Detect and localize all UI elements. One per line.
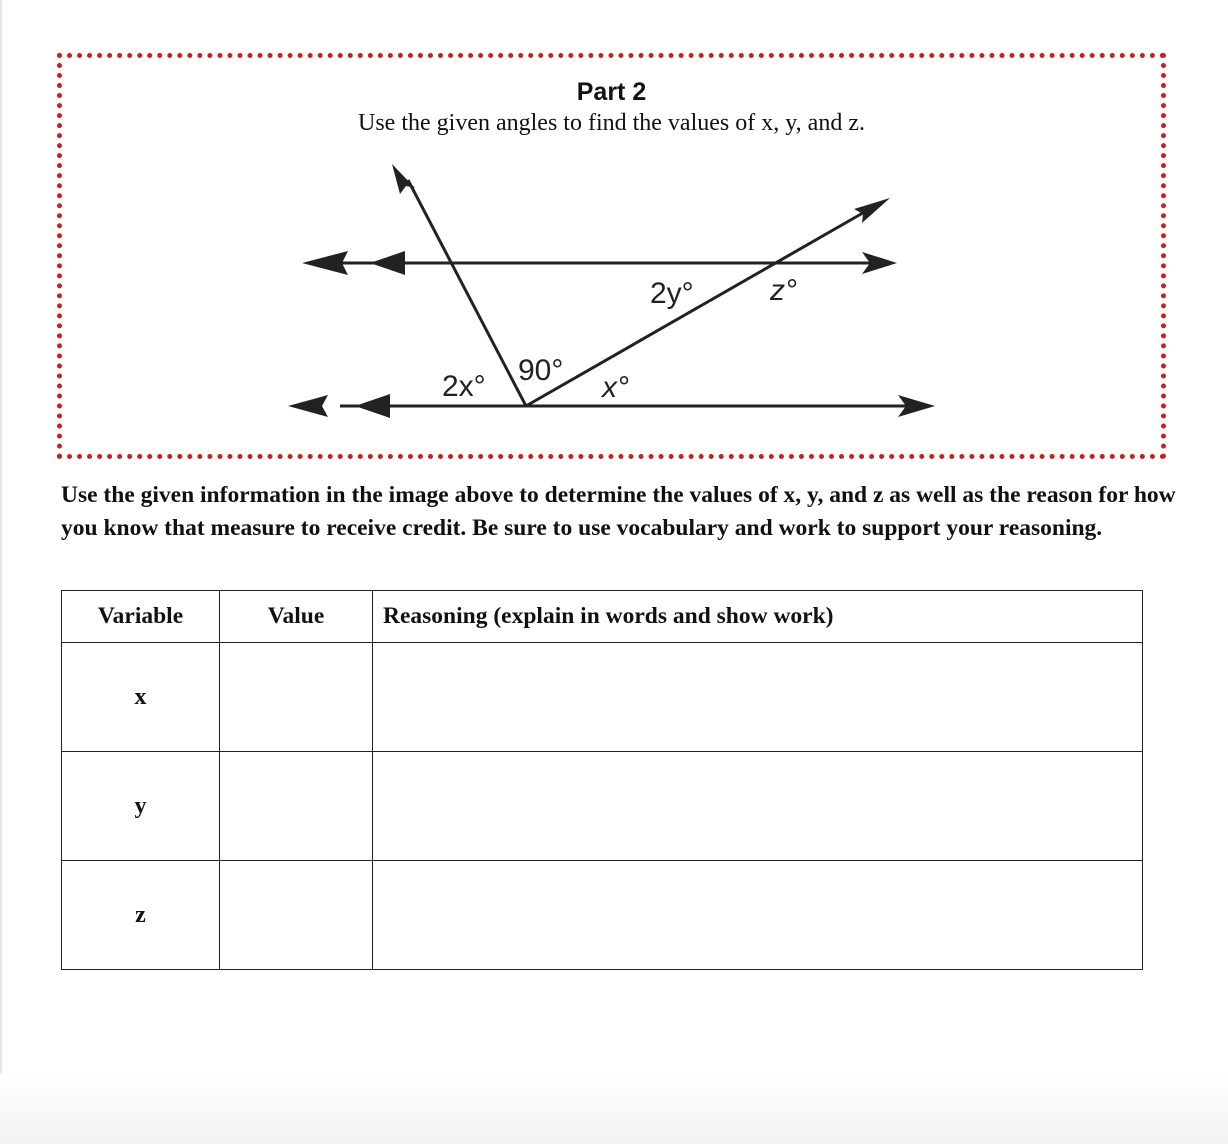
transversal-right-arrow — [854, 198, 890, 223]
page-bottom-shadow — [0, 1074, 1228, 1144]
variable-cell-z: z — [62, 861, 220, 970]
label-z: z° — [770, 274, 797, 307]
bottom-line-left-arrow-2 — [355, 394, 390, 418]
header-value: Value — [220, 591, 373, 643]
variable-cell-x: x — [62, 643, 220, 752]
header-reasoning: Reasoning (explain in words and show work) — [373, 591, 1143, 643]
value-cell-z[interactable] — [220, 861, 373, 970]
label-2x: 2x° — [442, 370, 486, 403]
parallel-lines-diagram — [280, 160, 960, 460]
value-cell-x[interactable] — [220, 643, 373, 752]
table-row — [62, 643, 1143, 752]
reasoning-cell-x[interactable] — [373, 643, 1143, 752]
reasoning-cell-y[interactable] — [373, 752, 1143, 861]
page-edge — [0, 0, 2, 1144]
label-2y: 2y° — [650, 277, 694, 310]
transversal-right — [526, 206, 875, 406]
part-title: Part 2 — [576, 78, 647, 106]
table-row — [62, 861, 1143, 970]
reasoning-cell-z[interactable] — [373, 861, 1143, 970]
variable-cell-y: y — [62, 752, 220, 861]
value-cell-y[interactable] — [220, 752, 373, 861]
table-row — [62, 752, 1143, 861]
answer-table — [61, 590, 1143, 970]
header-variable: Variable — [62, 591, 220, 643]
table-header-row — [62, 591, 1143, 643]
bottom-line-left-arrow — [288, 395, 328, 417]
part-subtitle: Use the given angles to find the values of x, y, and z. — [358, 110, 865, 136]
instructions-text: Use the given information in the image above to determine the values of x, y, and z as well as the reason for how you know that measure to receive credit. Be sure to use vocabulary and work to support your reasoning. — [61, 482, 1176, 541]
label-x: x° — [602, 371, 629, 404]
label-90: 90° — [518, 354, 564, 387]
